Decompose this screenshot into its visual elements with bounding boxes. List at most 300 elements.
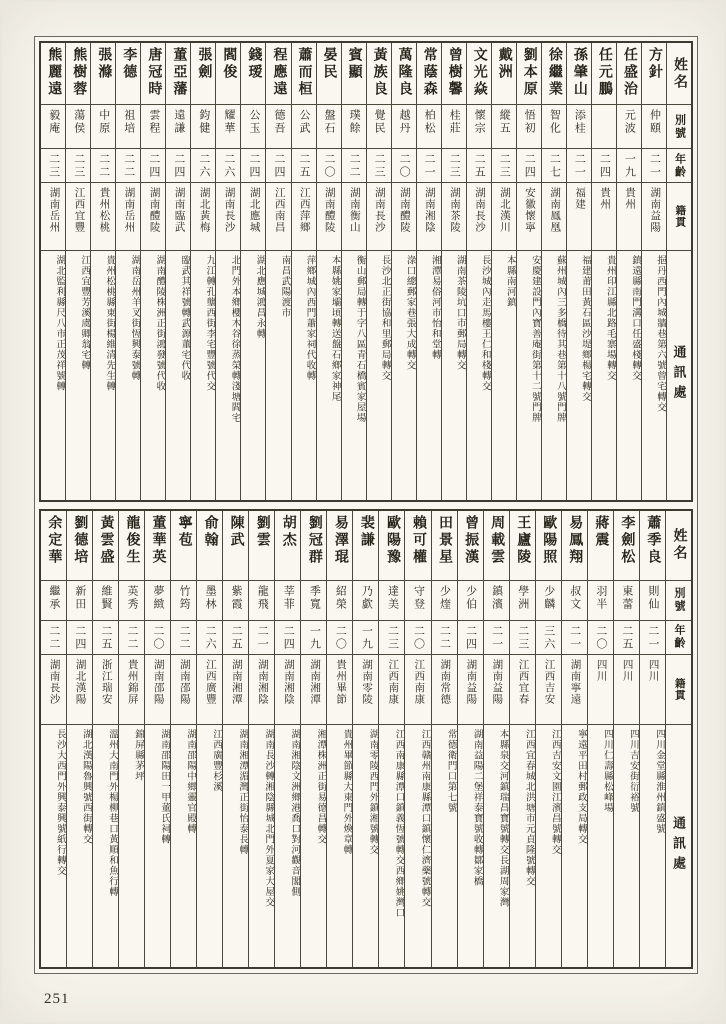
address-text: 江西宜豐芳溪虞卿翁宅轉 (79, 255, 90, 371)
alias-text: 達美 (386, 584, 399, 611)
entry-column (241, 43, 266, 500)
address-cell (392, 251, 416, 500)
age-cell (119, 621, 144, 655)
address-text: 南昌武陽渡市 (279, 255, 290, 318)
name-cell (93, 511, 118, 581)
address-text: 淥口總郵家巷張大成轉交 (404, 255, 415, 371)
entry-column (432, 511, 458, 968)
header-origin-cell (666, 655, 691, 725)
age-cell (292, 149, 316, 183)
origin-cell (484, 655, 509, 725)
age-cell (197, 621, 222, 655)
name-cell (367, 43, 391, 105)
age-text: 二六 (222, 153, 235, 179)
entry-column (458, 511, 484, 968)
age-text: 二一 (648, 153, 661, 179)
age-text: 二〇 (152, 624, 165, 651)
alias-cell (116, 105, 140, 149)
origin-cell (442, 183, 466, 251)
name-text: 易鳳翔 (567, 514, 583, 566)
age-cell (223, 621, 248, 655)
age-cell (93, 621, 118, 655)
origin-text: 江西吉安 (543, 658, 555, 705)
alias-cell (432, 581, 457, 621)
origin-cell (292, 183, 316, 251)
entry-column (327, 511, 353, 968)
age-cell (66, 149, 90, 183)
name-text: 俞翰 (202, 514, 218, 549)
age-text: 二四 (147, 153, 160, 179)
entry-column (216, 43, 241, 500)
alias-text: 少伯 (464, 584, 477, 611)
alias-text: 叔文 (568, 584, 581, 611)
name-cell (467, 43, 491, 105)
alias-text: 夢緻 (152, 584, 165, 611)
origin-cell (432, 655, 457, 725)
origin-cell (166, 183, 190, 251)
origin-cell (417, 183, 441, 251)
alias-text: 縱五 (498, 109, 511, 135)
age-text: 二三 (516, 624, 529, 651)
alias-cell (614, 581, 639, 621)
name-text: 周載雲 (489, 514, 505, 566)
origin-text: 湖北應城 (248, 187, 260, 233)
entry-column (141, 43, 166, 500)
address-text: 九江轉孔壟西街李宅豐號代交 (204, 255, 215, 392)
entry-column (510, 511, 536, 968)
alias-cell (510, 581, 535, 621)
age-cell (492, 149, 516, 183)
name-text: 董華英 (150, 514, 166, 566)
header-name-cell (666, 511, 691, 581)
name-cell (145, 511, 170, 581)
address-text: 湖南醴陵株洲正街鴻發號代收 (154, 255, 165, 392)
origin-text: 江西宜春 (517, 658, 529, 705)
address-text: 江西宜春城北洪塘市元貞隆號轉交 (523, 728, 534, 886)
entry-column (41, 511, 67, 968)
alias-text: 璞餘 (348, 109, 361, 135)
age-cell (327, 621, 352, 655)
origin-cell (241, 183, 265, 251)
age-cell (484, 621, 509, 655)
address-cell (417, 251, 441, 500)
origin-text: 安徽懷寧 (524, 187, 536, 233)
address-cell (442, 251, 466, 500)
origin-text: 湖北黃梅 (198, 187, 210, 233)
name-cell (292, 43, 316, 105)
address-text: 四川仁壽縣松峰場 (601, 728, 612, 813)
address-text: 本縣南河鎮 (504, 255, 515, 308)
origin-text: 湖北漢川 (499, 187, 511, 233)
alias-text: 守登 (412, 584, 425, 611)
age-text: 二六 (204, 624, 217, 651)
age-cell (458, 621, 483, 655)
address-text: 湖南邵陽中鄉靈官殿轉 (185, 728, 196, 834)
origin-cell (642, 183, 666, 251)
age-cell (614, 621, 639, 655)
age-cell (567, 149, 591, 183)
name-text: 張滌 (96, 47, 112, 81)
alias-cell (41, 105, 65, 149)
name-cell (67, 511, 92, 581)
address-text: 江西南康縣潭口鎮義恆號轉交西鄉姚灣口 (393, 728, 404, 918)
origin-cell (536, 655, 561, 725)
origin-cell (197, 655, 222, 725)
age-cell (249, 621, 274, 655)
name-cell (417, 43, 441, 105)
address-cell (197, 725, 222, 968)
address-cell (562, 725, 587, 968)
age-text: 二五 (473, 153, 486, 179)
origin-cell (405, 655, 430, 725)
address-text: 江西吉安文園江濱昌號轉交 (549, 728, 560, 855)
age-text: 二二 (125, 624, 138, 651)
address-cell (141, 251, 165, 500)
origin-text: 四川 (621, 658, 633, 682)
name-text: 劉德培 (72, 514, 88, 566)
address-cell (292, 251, 316, 500)
age-text: 一九 (308, 624, 321, 651)
address-cell (241, 251, 265, 500)
alias-text: 蕩侯 (72, 109, 85, 135)
name-cell (66, 43, 90, 105)
address-cell (536, 725, 561, 968)
entry-column (405, 511, 431, 968)
entry-column (197, 511, 223, 968)
age-text: 二一 (423, 153, 436, 179)
name-text: 田景星 (437, 514, 453, 566)
age-text: 二三 (386, 624, 399, 651)
origin-text: 貴州錦屏 (126, 658, 138, 705)
address-cell (405, 725, 430, 968)
address-text: 四川吉安街衍裕號 (627, 728, 638, 813)
age-cell (216, 149, 240, 183)
age-cell (166, 149, 190, 183)
age-text: 二四 (73, 624, 86, 651)
alias-cell (67, 581, 92, 621)
alias-cell (241, 105, 265, 149)
alias-cell (249, 581, 274, 621)
name-text: 唐冠時 (146, 47, 162, 98)
age-text: 二三 (373, 153, 386, 179)
name-text: 曾振漢 (463, 514, 479, 566)
age-text: 二〇 (398, 153, 411, 179)
address-text: 挹丹西門內城牆巷第六號曾宅轉交 (654, 255, 665, 413)
age-text: 二四 (272, 153, 285, 179)
address-cell (510, 725, 535, 968)
alias-text: 公玉 (247, 109, 260, 135)
alias-text: 懷宗 (473, 109, 486, 135)
name-cell (642, 43, 666, 105)
address-text: 長沙大西門外興泰興號紙行轉交 (54, 728, 65, 876)
name-cell (119, 511, 144, 581)
alias-cell (119, 581, 144, 621)
entry-column (562, 511, 588, 968)
origin-cell (191, 183, 215, 251)
age-text: 二一 (573, 153, 586, 179)
entry-column (171, 511, 197, 968)
alias-text: 墨林 (204, 584, 217, 611)
name-cell (216, 43, 240, 105)
alias-text: 繼承 (47, 584, 60, 611)
origin-text: 湖南長沙 (223, 187, 235, 233)
alias-text: 耀華 (222, 109, 235, 135)
address-cell (216, 251, 240, 500)
origin-text: 湖南湘潭 (309, 658, 321, 705)
name-cell (91, 43, 115, 105)
alias-text: 覺民 (373, 109, 386, 135)
origin-text: 湖南臨武 (173, 187, 185, 233)
address-text: 湘潭株洲正街易德昌轉交 (315, 728, 326, 844)
name-cell (191, 43, 215, 105)
origin-cell (617, 183, 641, 251)
name-cell (567, 43, 591, 105)
name-text: 李劍松 (619, 514, 635, 566)
address-text: 湖北監利縣尺八市正茂祥號轉 (54, 255, 65, 392)
name-text: 歐陽豫 (384, 514, 400, 566)
name-text: 錢瑷 (246, 47, 262, 81)
age-cell (542, 149, 566, 183)
alias-text: 遠謙 (172, 109, 185, 135)
age-text: 二四 (598, 153, 611, 179)
age-text: 二二 (122, 153, 135, 179)
alias-text: 東蕾 (620, 584, 633, 611)
name-cell (562, 511, 587, 581)
page-number: 251 (44, 991, 70, 1007)
alias-text: 乃歔 (360, 584, 373, 611)
alias-text: 則仙 (646, 584, 659, 611)
origin-text: 湖南寧遠 (569, 658, 581, 705)
origin-cell (249, 655, 274, 725)
origin-text: 湖南長沙 (48, 658, 60, 705)
name-text: 蔣震 (593, 514, 609, 549)
name-cell (536, 511, 561, 581)
origin-cell (517, 183, 541, 251)
alias-text: 毅庵 (47, 109, 60, 135)
address-cell (93, 725, 118, 968)
age-text: 二二 (438, 624, 451, 651)
origin-text: 湖南邵陽 (152, 658, 164, 705)
age-cell (588, 621, 613, 655)
name-cell (327, 511, 352, 581)
name-cell (116, 43, 140, 105)
alias-text: 德吾 (272, 109, 285, 135)
alias-cell (223, 581, 248, 621)
name-cell (510, 511, 535, 581)
alias-cell (91, 105, 115, 149)
alias-text: 維賢 (99, 584, 112, 611)
address-cell (171, 725, 196, 968)
age-cell (510, 621, 535, 655)
entry-column (67, 511, 93, 968)
origin-text: 浙江瑞安 (100, 658, 112, 705)
alias-cell (484, 581, 509, 621)
origin-cell (41, 183, 65, 251)
header-address-cell (666, 725, 691, 968)
origin-text: 江西萍鄉 (298, 187, 310, 233)
age-cell (91, 149, 115, 183)
address-text: 湖南零陵西門外鎮湘號轉交 (367, 728, 378, 855)
origin-cell (492, 183, 516, 251)
alias-cell (216, 105, 240, 149)
header-alias-cell (666, 581, 691, 621)
entry-column (41, 43, 66, 500)
name-text: 蕭季良 (645, 514, 661, 566)
alias-cell (145, 581, 170, 621)
origin-text: 湖南鳳凰 (549, 187, 561, 233)
alias-cell (442, 105, 466, 149)
address-text: 錦屏縣茅坪 (133, 728, 144, 781)
origin-text: 貴州松桃 (98, 187, 110, 233)
age-text: 一九 (360, 624, 373, 651)
name-cell (614, 511, 639, 581)
origin-text: 湖南醴陵 (398, 187, 410, 233)
name-cell (592, 43, 616, 105)
age-text: 二四 (464, 624, 477, 651)
age-text: 二一 (490, 624, 503, 651)
origin-cell (542, 183, 566, 251)
origin-cell (458, 655, 483, 725)
alias-text: 英秀 (125, 584, 138, 611)
origin-cell (141, 183, 165, 251)
origin-cell (67, 655, 92, 725)
age-cell (442, 149, 466, 183)
address-cell (484, 725, 509, 968)
entry-column (223, 511, 249, 968)
name-cell (171, 511, 196, 581)
name-cell (241, 43, 265, 105)
address-text: 衡山郵局轉于字八區青石橋賓家屋場 (354, 255, 365, 423)
age-text: 二二 (97, 153, 110, 179)
name-cell (141, 43, 165, 105)
entry-column (66, 43, 91, 500)
entry-column (145, 511, 171, 968)
age-cell (41, 149, 65, 183)
header-alias-text: 別號 (672, 587, 685, 613)
alias-cell (536, 581, 561, 621)
name-text: 歐陽照 (541, 514, 557, 566)
alias-cell (171, 581, 196, 621)
age-cell (116, 149, 140, 183)
address-cell (41, 251, 65, 500)
alias-cell (588, 581, 613, 621)
origin-cell (116, 183, 140, 251)
age-cell (417, 149, 441, 183)
entry-column (517, 43, 542, 500)
entry-column (542, 43, 567, 500)
origin-text: 湖南長沙 (373, 187, 385, 233)
header-alias-cell (667, 105, 691, 149)
address-cell (327, 725, 352, 968)
address-cell (467, 251, 491, 500)
age-text: 二一 (256, 624, 269, 651)
address-text: 湖南邵陽田一甲董氏祠轉 (159, 728, 170, 844)
address-text: 四川金堂縣淮州鎮盛號 (653, 728, 664, 834)
entry-column (119, 511, 145, 968)
address-cell (166, 251, 190, 500)
age-cell (301, 621, 326, 655)
name-cell (166, 43, 190, 105)
name-text: 文光焱 (471, 47, 487, 98)
origin-text: 四川 (647, 658, 659, 682)
entry-column (417, 43, 442, 500)
address-text: 貴州松桃縣東街楊維清先生轉 (104, 255, 115, 392)
alias-cell (379, 581, 404, 621)
address-text: 江西贛州南康縣潭口鎮懷仁濟藥號轉交 (419, 728, 430, 907)
origin-text: 湖北漢陽 (74, 658, 86, 705)
header-address-cell (667, 251, 691, 500)
origin-text: 江西南昌 (273, 187, 285, 233)
age-cell (536, 621, 561, 655)
address-cell (642, 251, 666, 500)
origin-text: 湖南邵陽 (178, 658, 190, 705)
age-cell (145, 621, 170, 655)
age-text: 二五 (620, 624, 633, 651)
name-text: 戴洲 (496, 47, 512, 81)
address-cell (640, 725, 665, 968)
age-text: 二三 (72, 153, 85, 179)
origin-text: 湖南醴陵 (148, 187, 160, 233)
origin-cell (392, 183, 416, 251)
alias-text: 鎮濱 (490, 584, 503, 611)
name-text: 賴可權 (411, 514, 426, 566)
address-cell (41, 725, 66, 968)
age-text: 二四 (282, 624, 295, 651)
address-text: 長沙北正街協和里郵局轉交 (379, 255, 390, 381)
address-cell (249, 725, 274, 968)
alias-cell (275, 581, 300, 621)
alias-text: 莘菲 (282, 584, 295, 611)
entry-column (640, 511, 666, 968)
age-cell (592, 149, 616, 183)
alias-cell (517, 105, 541, 149)
address-text: 北門外本鄉櫻木谷徐蒸榮轉淺塘閻宅 (229, 255, 240, 423)
address-cell (301, 725, 326, 968)
age-text: 二六 (197, 153, 210, 179)
origin-text: 江西宜豐 (73, 187, 85, 233)
age-cell (562, 621, 587, 655)
address-text: 蘇州城內三多橋待其巷第十八號門牌 (554, 255, 565, 423)
alias-cell (417, 105, 441, 149)
address-text: 江西廣豐杉溪 (211, 728, 222, 792)
origin-text: 湖南衡山 (348, 187, 360, 233)
alias-text: 公武 (298, 109, 311, 135)
alias-cell (405, 581, 430, 621)
origin-text: 湖南益陽 (491, 658, 503, 705)
header-age-text: 年齡 (672, 624, 685, 650)
directory-table-frame (34, 36, 698, 974)
name-text: 劉本原 (521, 47, 537, 98)
entry-column (642, 43, 667, 500)
origin-text: 湖南湘陰 (423, 187, 435, 233)
entry-column (292, 43, 317, 500)
name-text: 程應遠 (271, 47, 287, 98)
alias-cell (492, 105, 516, 149)
address-text: 寧遠平田村郵政支局轉交 (575, 728, 586, 844)
age-text: 二四 (247, 153, 260, 179)
name-cell (41, 43, 65, 105)
name-cell (484, 511, 509, 581)
origin-cell (467, 183, 491, 251)
alias-text: 柏松 (423, 109, 436, 135)
address-cell (119, 725, 144, 968)
address-text: 本縣泉交河鎮瑞昌寶號轉交長湖周家灣 (497, 728, 508, 907)
origin-text: 湖南零陵 (361, 658, 373, 705)
alias-cell (166, 105, 190, 149)
address-text: 萍鄉城內西門蕭家祠代收轉 (304, 255, 315, 381)
origin-cell (592, 183, 616, 251)
alias-text: 盤石 (323, 109, 336, 135)
